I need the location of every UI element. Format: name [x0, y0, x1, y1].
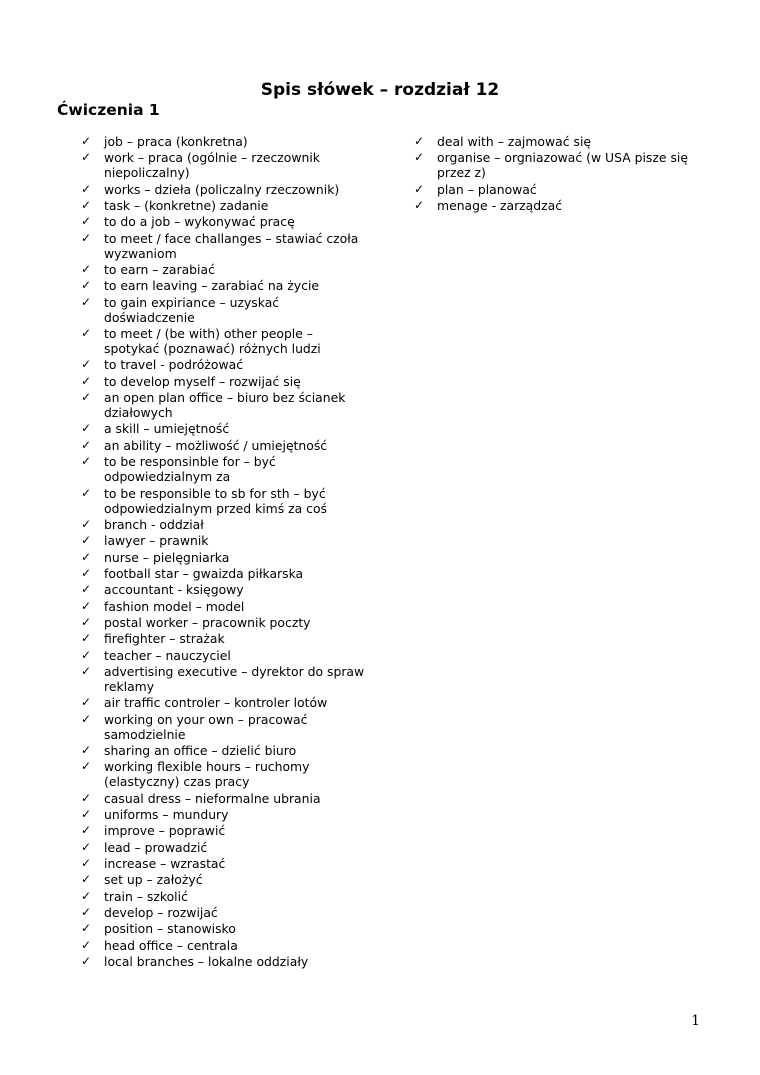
vocabulary-item-text: lawyer – prawnik — [104, 533, 209, 549]
vocabulary-item — [81, 438, 371, 453]
vocabulary-item — [81, 533, 371, 548]
vocabulary-item — [81, 390, 371, 420]
check-icon: ✓ — [81, 357, 92, 372]
check-icon: ✓ — [414, 150, 425, 165]
vocabulary-item-text: to be responsinble for – być odpowiedzialnym za — [104, 454, 276, 485]
vocabulary-item-text: to be responsible to sb for sth – być odpowiedzialnym przed kimś za coś — [104, 485, 327, 516]
vocabulary-item — [81, 872, 371, 887]
check-icon: ✓ — [81, 647, 92, 662]
vocabulary-item — [81, 278, 371, 293]
vocabulary-item-text: an ability – możliwość / umiejętność — [104, 437, 328, 453]
vocabulary-item-text: to travel - podróżować — [104, 357, 244, 373]
vocabulary-item-text: sharing an office – dzielić biuro — [104, 742, 297, 758]
vocabulary-item — [81, 262, 371, 277]
vocabulary-item-text: to develop myself – rozwijać się — [104, 373, 301, 389]
vocabulary-item — [81, 791, 371, 806]
page-number: 1 — [691, 1013, 700, 1029]
check-icon: ✓ — [81, 516, 92, 531]
vocabulary-item-text: teacher – nauczyciel — [104, 647, 231, 663]
vocabulary-item — [81, 198, 371, 213]
vocabulary-item-text: develop – rozwijać — [104, 905, 218, 921]
check-icon: ✓ — [81, 485, 92, 500]
vocabulary-item-text: uniforms – mundury — [104, 807, 229, 822]
vocabulary-item-text: advertising executive – dyrektor do spraw reklamy — [104, 663, 365, 694]
check-icon: ✓ — [81, 856, 92, 871]
vocabulary-item-text: to meet / (be with) other people – spotykać (poznawać) różnych ludzi — [104, 326, 321, 357]
vocabulary-item-text: firefighter – strażak — [104, 631, 225, 647]
vocabulary-item-text: accountant - księgowy — [104, 582, 244, 598]
check-icon: ✓ — [81, 373, 92, 388]
check-icon: ✓ — [81, 278, 92, 293]
vocabulary-item — [414, 150, 714, 180]
check-icon: ✓ — [81, 565, 92, 580]
vocabulary-item-text: job – praca (konkretna) — [104, 134, 248, 149]
vocabulary-item-text: deal with – zajmować się — [437, 134, 592, 149]
vocabulary-item — [81, 889, 371, 904]
vocabulary-item-text: casual dress – nieformalne ubrania — [104, 790, 321, 806]
check-icon: ✓ — [81, 454, 92, 469]
vocabulary-item — [81, 759, 371, 789]
vocabulary-item-text: train – szkolić — [104, 888, 188, 904]
vocabulary-item — [81, 954, 371, 969]
vocabulary-item — [81, 582, 371, 597]
check-icon: ✓ — [81, 598, 92, 613]
check-icon: ✓ — [81, 759, 92, 774]
vocabulary-item — [81, 664, 371, 694]
vocabulary-item — [81, 486, 371, 516]
vocabulary-item-text: to gain expiriance – uzyskać doświadczenie — [104, 294, 280, 325]
vocabulary-item — [81, 374, 371, 389]
check-icon: ✓ — [81, 533, 92, 548]
check-icon: ✓ — [414, 134, 425, 148]
check-icon: ✓ — [81, 198, 92, 213]
vocabulary-item-text: set up – założyć — [104, 872, 203, 888]
check-icon: ✓ — [81, 549, 92, 564]
vocabulary-item — [81, 823, 371, 838]
vocabulary-item — [414, 198, 714, 213]
vocabulary-item-text: to earn – zarabiać — [104, 262, 215, 278]
vocabulary-item-text: organise – orgniazować (w USA pisze się przez z) — [437, 150, 688, 181]
vocabulary-item — [81, 357, 371, 372]
vocabulary-item — [81, 599, 371, 614]
vocabulary-list-left — [81, 134, 371, 970]
check-icon: ✓ — [81, 582, 92, 597]
check-icon: ✓ — [81, 888, 92, 903]
vocabulary-item-text: a skill – umiejętność — [104, 421, 230, 437]
check-icon: ✓ — [81, 823, 92, 838]
vocabulary-item-text: plan – planować — [437, 181, 537, 197]
check-icon: ✓ — [414, 198, 425, 213]
vocabulary-item — [81, 566, 371, 581]
check-icon: ✓ — [81, 294, 92, 309]
vocabulary-item-text: fashion model – model — [104, 598, 245, 614]
check-icon: ✓ — [81, 614, 92, 629]
check-icon: ✓ — [81, 631, 92, 646]
vocabulary-item-text: postal worker – pracownik poczty — [104, 614, 311, 630]
vocabulary-item — [81, 921, 371, 936]
vocabulary-item-text: to meet / face challanges – stawiać czoła wyzwaniom — [104, 230, 359, 261]
vocabulary-item — [81, 134, 371, 149]
check-icon: ✓ — [81, 742, 92, 757]
check-icon: ✓ — [81, 905, 92, 920]
vocabulary-item — [81, 550, 371, 565]
check-icon: ✓ — [81, 326, 92, 341]
vocabulary-item-text: work – praca (ogólnie – rzeczownik niepoliczalny) — [104, 150, 320, 181]
check-icon: ✓ — [81, 214, 92, 229]
vocabulary-item — [81, 840, 371, 855]
vocabulary-item — [81, 150, 371, 180]
check-icon: ✓ — [81, 421, 92, 436]
check-icon: ✓ — [81, 437, 92, 452]
vocabulary-item — [81, 454, 371, 484]
vocabulary-item — [81, 231, 371, 261]
vocabulary-item-text: position – stanowisko — [104, 921, 236, 937]
vocabulary-item — [81, 938, 371, 953]
check-icon: ✓ — [81, 711, 92, 726]
vocabulary-item-text: improve – poprawić — [104, 823, 226, 839]
check-icon: ✓ — [81, 790, 92, 805]
vocabulary-item — [81, 712, 371, 742]
check-icon: ✓ — [81, 262, 92, 277]
check-icon: ✓ — [81, 181, 92, 196]
vocabulary-item — [81, 615, 371, 630]
check-icon: ✓ — [81, 390, 92, 405]
vocabulary-item-text: nurse – pielęgniarka — [104, 549, 230, 565]
vocabulary-item — [81, 214, 371, 229]
vocabulary-item — [81, 743, 371, 758]
vocabulary-item-text: menage - zarządzać — [437, 198, 563, 214]
check-icon: ✓ — [81, 872, 92, 887]
vocabulary-item — [81, 421, 371, 436]
vocabulary-item-text: task – (konkretne) zadanie — [104, 198, 269, 214]
vocabulary-item-text: air traffic controler – kontroler lotów — [104, 695, 328, 711]
check-icon: ✓ — [81, 954, 92, 969]
check-icon: ✓ — [81, 839, 92, 854]
vocabulary-item-text: football star – gwaizda piłkarska — [104, 565, 304, 581]
vocabulary-item — [81, 905, 371, 920]
check-icon: ✓ — [81, 921, 92, 936]
section-heading: Ćwiczenia 1 — [57, 101, 160, 119]
vocabulary-item-text: an open plan office – biuro bez ścianek działowych — [104, 390, 346, 421]
vocabulary-item — [414, 182, 714, 197]
vocabulary-list-right — [414, 134, 714, 214]
check-icon: ✓ — [81, 807, 92, 821]
vocabulary-item-text: working flexible hours – ruchomy (elastyczny) czas pracy — [104, 759, 310, 790]
check-icon: ✓ — [81, 663, 92, 678]
check-icon: ✓ — [81, 134, 92, 148]
document-title: Spis słówek – rozdział 12 — [260, 80, 500, 100]
vocabulary-item — [81, 182, 371, 197]
vocabulary-item — [81, 648, 371, 663]
vocabulary-item — [81, 295, 371, 325]
vocabulary-item-text: working on your own – pracować samodzielnie — [104, 711, 308, 742]
vocabulary-item — [414, 134, 714, 149]
vocabulary-item — [81, 856, 371, 871]
vocabulary-item — [81, 807, 371, 822]
vocabulary-item-text: lead – prowadzić — [104, 839, 208, 855]
vocabulary-item — [81, 631, 371, 646]
vocabulary-item-text: to do a job – wykonywać pracę — [104, 214, 295, 230]
vocabulary-item — [81, 695, 371, 710]
check-icon: ✓ — [81, 150, 92, 165]
vocabulary-item-text: increase – wzrastać — [104, 856, 226, 872]
check-icon: ✓ — [81, 937, 92, 952]
check-icon: ✓ — [81, 230, 92, 245]
vocabulary-item-text: head office – centrala — [104, 937, 238, 953]
vocabulary-item-text: local branches – lokalne oddziały — [104, 954, 309, 970]
check-icon: ✓ — [81, 695, 92, 710]
vocabulary-item-text: branch - oddział — [104, 516, 204, 532]
vocabulary-item — [81, 326, 371, 356]
check-icon: ✓ — [414, 181, 425, 196]
vocabulary-item-text: works – dzieła (policzalny rzeczownik) — [104, 181, 340, 197]
vocabulary-item-text: to earn leaving – zarabiać na życie — [104, 278, 320, 294]
vocabulary-item — [81, 517, 371, 532]
